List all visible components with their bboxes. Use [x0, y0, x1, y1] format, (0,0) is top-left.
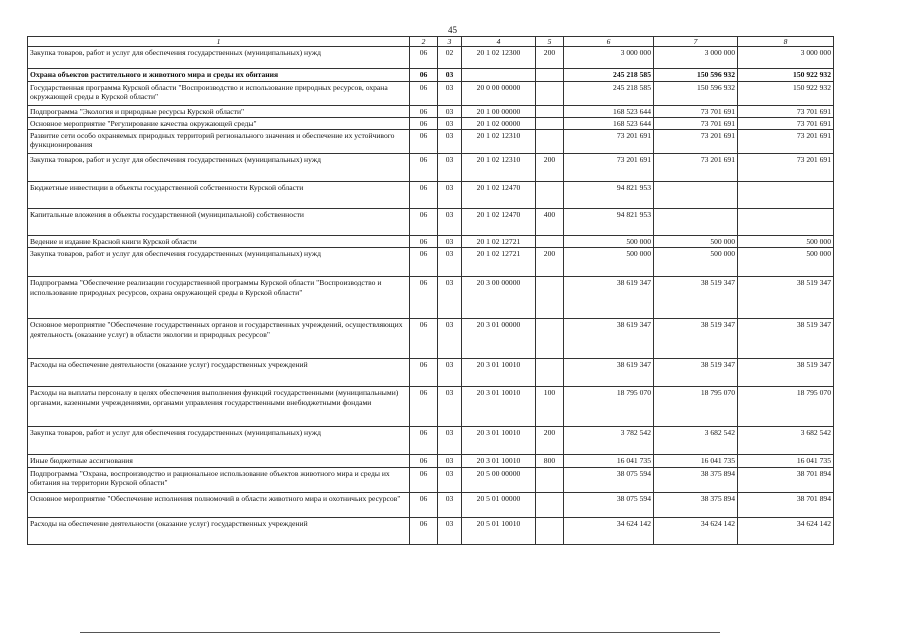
row-amount-year2-cell: 38 519 347 — [654, 359, 738, 387]
row-subsection-cell: 03 — [438, 209, 462, 236]
row-expense-type-cell — [536, 467, 564, 492]
row-amount-year3-cell: 73 701 691 — [738, 118, 834, 130]
table-row — [28, 492, 834, 517]
table-row — [28, 82, 834, 106]
row-amount-year3-cell: 18 795 070 — [738, 387, 834, 427]
row-target-article-cell: 20 5 01 00000 — [462, 492, 536, 517]
table-row — [28, 387, 834, 427]
row-amount-year2-cell: 73 201 691 — [654, 130, 738, 154]
row-name-cell: Бюджетные инвестиции в объекты государственной собственности Курской области — [28, 182, 410, 209]
row-section-cell: 06 — [410, 319, 438, 359]
row-target-article-cell: 20 1 02 12721 — [462, 248, 536, 277]
table-row — [28, 236, 834, 248]
table-row — [28, 517, 834, 544]
row-target-article-cell: 20 1 00 00000 — [462, 106, 536, 118]
table-row — [28, 154, 834, 182]
row-subsection-cell: 03 — [438, 182, 462, 209]
row-expense-type-cell — [536, 319, 564, 359]
row-amount-year3-cell: 73 701 691 — [738, 106, 834, 118]
table-body — [28, 37, 834, 545]
table-row — [28, 182, 834, 209]
row-amount-year2-cell: 73 201 691 — [654, 154, 738, 182]
table-row — [28, 359, 834, 387]
row-section-cell: 06 — [410, 277, 438, 319]
row-expense-type-cell — [536, 182, 564, 209]
row-amount-year2-cell: 38 519 347 — [654, 319, 738, 359]
row-amount-year1-cell: 73 201 691 — [564, 154, 654, 182]
row-amount-year3-cell: 38 519 347 — [738, 277, 834, 319]
row-expense-type-cell: 400 — [536, 209, 564, 236]
row-expense-type-cell — [536, 82, 564, 106]
row-amount-year3-cell: 500 000 — [738, 236, 834, 248]
row-subsection-cell: 03 — [438, 455, 462, 467]
row-amount-year3-cell: 38 519 347 — [738, 359, 834, 387]
row-subsection-cell: 03 — [438, 467, 462, 492]
row-amount-year2-cell: 73 701 691 — [654, 106, 738, 118]
table-header-row — [28, 37, 834, 47]
row-amount-year1-cell: 3 000 000 — [564, 47, 654, 69]
row-subsection-cell: 03 — [438, 69, 462, 82]
row-amount-year1-cell: 73 201 691 — [564, 130, 654, 154]
table-row — [28, 455, 834, 467]
row-amount-year3-cell: 38 701 894 — [738, 467, 834, 492]
table-row — [28, 319, 834, 359]
row-expense-type-cell — [536, 106, 564, 118]
row-name-cell: Расходы на обеспечение деятельности (оказание услуг) государственных учреждений — [28, 517, 410, 544]
row-section-cell: 06 — [410, 82, 438, 106]
row-amount-year1-cell: 94 821 953 — [564, 209, 654, 236]
row-amount-year2-cell — [654, 209, 738, 236]
row-amount-year1-cell: 168 523 644 — [564, 118, 654, 130]
row-name-cell: Подпрограмма "Обеспечение реализации государственной программы Курской области "Воспроизводство и использование природных ресурсов, охрана окружающей среды в Курской области" — [28, 277, 410, 319]
row-expense-type-cell: 800 — [536, 455, 564, 467]
row-target-article-cell: 20 1 02 12300 — [462, 47, 536, 69]
row-target-article-cell: 20 5 00 00000 — [462, 467, 536, 492]
row-name-cell: Расходы на обеспечение деятельности (оказание услуг) государственных учреждений — [28, 359, 410, 387]
row-name-cell: Охрана объектов растительного и животного мира и среды их обитания — [28, 69, 410, 82]
row-subsection-cell: 03 — [438, 427, 462, 455]
row-target-article-cell: 20 1 02 00000 — [462, 118, 536, 130]
row-amount-year1-cell: 500 000 — [564, 236, 654, 248]
row-subsection-cell: 03 — [438, 248, 462, 277]
row-expense-type-cell — [536, 492, 564, 517]
header-cell-pr: 3 — [438, 37, 462, 47]
row-amount-year2-cell: 150 596 932 — [654, 69, 738, 82]
row-amount-year2-cell: 73 701 691 — [654, 118, 738, 130]
row-amount-year1-cell: 38 619 347 — [564, 277, 654, 319]
row-subsection-cell: 03 — [438, 492, 462, 517]
row-name-cell: Закупка товаров, работ и услуг для обеспечения государственных (муниципальных) нужд — [28, 154, 410, 182]
row-section-cell: 06 — [410, 130, 438, 154]
row-target-article-cell — [462, 69, 536, 82]
row-section-cell: 06 — [410, 248, 438, 277]
row-section-cell: 06 — [410, 209, 438, 236]
row-amount-year2-cell: 18 795 070 — [654, 387, 738, 427]
table-row — [28, 130, 834, 154]
table-row — [28, 277, 834, 319]
row-amount-year2-cell: 16 041 735 — [654, 455, 738, 467]
row-section-cell: 06 — [410, 118, 438, 130]
budget-table — [27, 36, 834, 545]
header-cell-rz: 2 — [410, 37, 438, 47]
row-target-article-cell: 20 3 01 10010 — [462, 427, 536, 455]
row-amount-year2-cell: 38 375 894 — [654, 467, 738, 492]
row-amount-year1-cell: 500 000 — [564, 248, 654, 277]
row-name-cell: Развитие сети особо охраняемых природных территорий регионального значения и обеспечение их устойчивого функционирования — [28, 130, 410, 154]
row-section-cell: 06 — [410, 69, 438, 82]
row-amount-year3-cell: 150 922 932 — [738, 69, 834, 82]
header-cell-year3: 8 — [738, 37, 834, 47]
row-amount-year2-cell: 38 375 894 — [654, 492, 738, 517]
row-amount-year3-cell: 73 201 691 — [738, 154, 834, 182]
header-cell-year1: 6 — [564, 37, 654, 47]
row-amount-year3-cell: 16 041 735 — [738, 455, 834, 467]
row-amount-year1-cell: 94 821 953 — [564, 182, 654, 209]
row-amount-year3-cell: 150 922 932 — [738, 82, 834, 106]
row-subsection-cell: 03 — [438, 277, 462, 319]
row-target-article-cell: 20 1 02 12721 — [462, 236, 536, 248]
row-subsection-cell: 03 — [438, 130, 462, 154]
row-name-cell: Закупка товаров, работ и услуг для обеспечения государственных (муниципальных) нужд — [28, 47, 410, 69]
header-cell-year2: 7 — [654, 37, 738, 47]
bottom-divider — [80, 632, 720, 633]
row-subsection-cell: 03 — [438, 154, 462, 182]
row-subsection-cell: 03 — [438, 82, 462, 106]
row-target-article-cell: 20 3 01 00000 — [462, 319, 536, 359]
row-name-cell: Основное мероприятие "Регулирование качества окружающей среды" — [28, 118, 410, 130]
row-amount-year1-cell: 3 782 542 — [564, 427, 654, 455]
row-amount-year1-cell: 245 218 585 — [564, 82, 654, 106]
row-amount-year1-cell: 38 075 594 — [564, 467, 654, 492]
row-subsection-cell: 03 — [438, 517, 462, 544]
row-amount-year1-cell: 38 619 347 — [564, 319, 654, 359]
table-row — [28, 106, 834, 118]
row-target-article-cell: 20 3 00 00000 — [462, 277, 536, 319]
row-target-article-cell: 20 1 02 12310 — [462, 154, 536, 182]
row-section-cell: 06 — [410, 359, 438, 387]
row-expense-type-cell — [536, 517, 564, 544]
header-cell-name: 1 — [28, 37, 410, 47]
table-row — [28, 118, 834, 130]
row-expense-type-cell — [536, 130, 564, 154]
row-subsection-cell: 03 — [438, 319, 462, 359]
row-amount-year2-cell: 3 000 000 — [654, 47, 738, 69]
row-amount-year1-cell: 16 041 735 — [564, 455, 654, 467]
row-target-article-cell: 20 3 01 10010 — [462, 387, 536, 427]
row-section-cell: 06 — [410, 467, 438, 492]
row-target-article-cell: 20 5 01 10010 — [462, 517, 536, 544]
row-amount-year3-cell: 3 000 000 — [738, 47, 834, 69]
table-row — [28, 427, 834, 455]
row-expense-type-cell: 200 — [536, 427, 564, 455]
row-name-cell: Ведение и издание Красной книги Курской области — [28, 236, 410, 248]
row-name-cell: Закупка товаров, работ и услуг для обеспечения государственных (муниципальных) нужд — [28, 427, 410, 455]
row-subsection-cell: 03 — [438, 118, 462, 130]
row-expense-type-cell: 200 — [536, 154, 564, 182]
row-amount-year2-cell: 500 000 — [654, 236, 738, 248]
row-section-cell: 06 — [410, 236, 438, 248]
row-amount-year1-cell: 34 624 142 — [564, 517, 654, 544]
row-target-article-cell: 20 3 01 10010 — [462, 359, 536, 387]
row-name-cell: Подпрограмма "Экология и природные ресурсы Курской области" — [28, 106, 410, 118]
row-subsection-cell: 03 — [438, 106, 462, 118]
row-section-cell: 06 — [410, 106, 438, 118]
row-expense-type-cell: 200 — [536, 248, 564, 277]
row-name-cell: Иные бюджетные ассигнования — [28, 455, 410, 467]
row-target-article-cell: 20 1 02 12470 — [462, 209, 536, 236]
row-amount-year3-cell: 3 682 542 — [738, 427, 834, 455]
row-name-cell: Расходы на выплаты персоналу в целях обеспечения выполнения функций государственными (муниципальными) органами, казенными учреждениями, органами управления государственными внебюджетными фондами — [28, 387, 410, 427]
row-expense-type-cell — [536, 277, 564, 319]
table-row — [28, 248, 834, 277]
row-expense-type-cell — [536, 69, 564, 82]
row-amount-year3-cell: 38 701 894 — [738, 492, 834, 517]
row-amount-year3-cell: 34 624 142 — [738, 517, 834, 544]
row-target-article-cell: 20 0 00 00000 — [462, 82, 536, 106]
row-target-article-cell: 20 3 01 10010 — [462, 455, 536, 467]
row-name-cell: Основное мероприятие "Обеспечение исполнения полномочий в области животного мира и охотничьих ресурсов" — [28, 492, 410, 517]
row-expense-type-cell — [536, 118, 564, 130]
row-amount-year3-cell: 500 000 — [738, 248, 834, 277]
row-amount-year3-cell: 73 201 691 — [738, 130, 834, 154]
row-target-article-cell: 20 1 02 12310 — [462, 130, 536, 154]
row-section-cell: 06 — [410, 387, 438, 427]
row-amount-year1-cell: 38 619 347 — [564, 359, 654, 387]
row-expense-type-cell — [536, 236, 564, 248]
row-expense-type-cell: 100 — [536, 387, 564, 427]
row-target-article-cell: 20 1 02 12470 — [462, 182, 536, 209]
row-expense-type-cell: 200 — [536, 47, 564, 69]
row-section-cell: 06 — [410, 154, 438, 182]
row-amount-year2-cell: 150 596 932 — [654, 82, 738, 106]
table-row — [28, 467, 834, 492]
row-name-cell: Закупка товаров, работ и услуг для обеспечения государственных (муниципальных) нужд — [28, 248, 410, 277]
row-name-cell: Основное мероприятие "Обеспечение государственных органов и государственных учреждений, осуществляющих деятельность (оказание услуг) в области экологии и природных ресурсов" — [28, 319, 410, 359]
row-amount-year2-cell: 3 682 542 — [654, 427, 738, 455]
row-amount-year2-cell: 500 000 — [654, 248, 738, 277]
header-cell-csr: 4 — [462, 37, 536, 47]
row-section-cell: 06 — [410, 455, 438, 467]
row-subsection-cell: 03 — [438, 236, 462, 248]
row-amount-year3-cell: 38 519 347 — [738, 319, 834, 359]
row-section-cell: 06 — [410, 427, 438, 455]
row-amount-year2-cell — [654, 182, 738, 209]
row-expense-type-cell — [536, 359, 564, 387]
header-cell-vr: 5 — [536, 37, 564, 47]
row-subsection-cell: 02 — [438, 47, 462, 69]
table-row — [28, 209, 834, 236]
row-amount-year3-cell — [738, 209, 834, 236]
row-amount-year2-cell: 34 624 142 — [654, 517, 738, 544]
row-name-cell: Государственная программа Курской области "Воспроизводство и использование природных ресурсов, охрана окружающей среды в Курской области" — [28, 82, 410, 106]
row-amount-year2-cell: 38 519 347 — [654, 277, 738, 319]
row-section-cell: 06 — [410, 517, 438, 544]
row-amount-year1-cell: 18 795 070 — [564, 387, 654, 427]
row-section-cell: 06 — [410, 47, 438, 69]
row-section-cell: 06 — [410, 182, 438, 209]
row-amount-year1-cell: 168 523 644 — [564, 106, 654, 118]
table-row — [28, 69, 834, 82]
row-amount-year1-cell: 245 218 585 — [564, 69, 654, 82]
row-name-cell: Капитальные вложения в объекты государственной (муниципальной) собственности — [28, 209, 410, 236]
row-subsection-cell: 03 — [438, 359, 462, 387]
page-number: 45 — [448, 25, 457, 35]
row-name-cell: Подпрограмма "Охрана, воспроизводство и рациональное использование объектов животного мира и среды их обитания на территории Курской области" — [28, 467, 410, 492]
row-subsection-cell: 03 — [438, 387, 462, 427]
row-amount-year1-cell: 38 075 594 — [564, 492, 654, 517]
row-amount-year3-cell — [738, 182, 834, 209]
row-section-cell: 06 — [410, 492, 438, 517]
table-row — [28, 47, 834, 69]
